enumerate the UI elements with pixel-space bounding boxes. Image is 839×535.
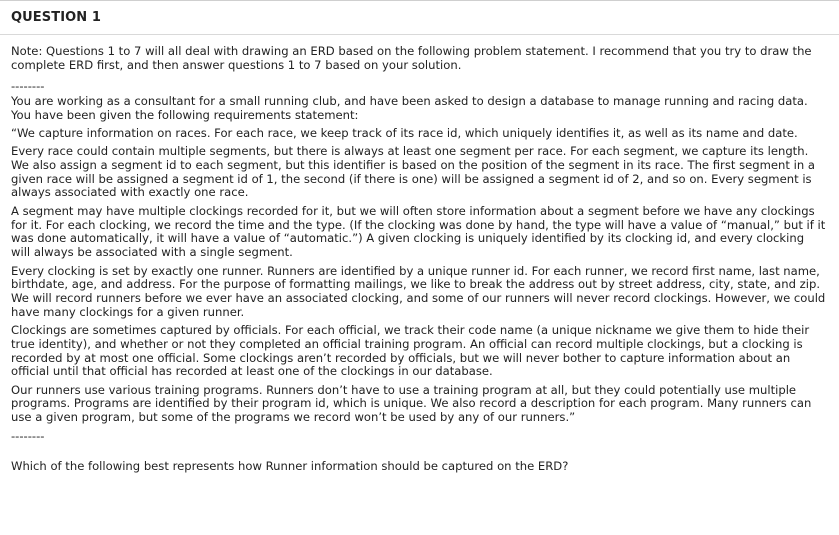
- requirements-paragraph-clockings: A segment may have multiple clockings recorded for it, but we will often store information about a segment before we have any clockings for it. For each clocking, we record the time and the type. (If the clocking was done by hand, the type will have a value of “manual,” but if it was done automatically, it will have a value of “automatic.”) A given clocking is uniquely identified by its clocking id, and every clocking will always be associated with a single segment.: [11, 203, 826, 260]
- requirements-paragraph-runners: Every clocking is set by exactly one runner. Runners are identified by a unique runner id. For each runner, we record first name, last name, birthdate, age, and address. For the purpose of formatting mailings, we like to break the address out by street address, city, state, and zip. We will record runners before we ever have an associated clocking, and some of our runners will never record clockings. However, we could have many clockings for a given runner.: [11, 263, 826, 319]
- requirements-paragraph-officials: Clockings are sometimes captured by officials. For each official, we track their code name (a unique nickname we give them to hide their true identity), and whether or not they completed an official training program. An official can record multiple clockings, but a clocking is recorded by at most one official. Some clockings aren’t recorded by officials, but we will never bother to capture information about an official until that official has recorded at least one of the clockings in our database.: [11, 323, 810, 379]
- separator-bottom: --------: [11, 428, 45, 443]
- note-paragraph: Note: Questions 1 to 7 will all deal with drawing an ERD based on the following problem statement. I recommend that you try to draw the complete ERD first, and then answer questions 1 to 7 based on your solution.: [11, 44, 812, 72]
- question-header: [0, 1, 839, 35]
- question-prompt: Which of the following best represents how Runner information should be captured on the ERD?: [11, 458, 569, 473]
- intro-paragraph: You are working as a consultant for a small running club, and have been asked to design a database to manage running and racing data. You have been given the following requirements statement:: [11, 94, 808, 123]
- requirements-paragraph-programs: Our runners use various training programs. Runners don’t have to use a training program at all, but they could potentially use multiple programs. Programs are identified by their program id, which is unique. We also record a description for each program. Many runners can use a given program, but some of the programs we record won’t be used by any of our runners.”: [11, 382, 812, 425]
- requirements-paragraph-races: “We capture information on races. For each race, we keep track of its race id, which uniquely identifies it, as well as its name and date.: [11, 125, 798, 140]
- question-body: [11, 45, 826, 473]
- question-title: QUESTION 1: [11, 10, 102, 25]
- requirements-paragraph-segments: Every race could contain multiple segments, but there is always at least one segment per race. For each segment, we capture its length. We also assign a segment id to each segment, but this identifier is based on the position of the segment in its race. The first segment in a given race will be assigned a segment id of 1, the second (if there is one) will be assigned a segment id of 2, and so on. Every segment is always associated with exactly one race.: [11, 144, 815, 200]
- separator-top: --------: [11, 79, 45, 94]
